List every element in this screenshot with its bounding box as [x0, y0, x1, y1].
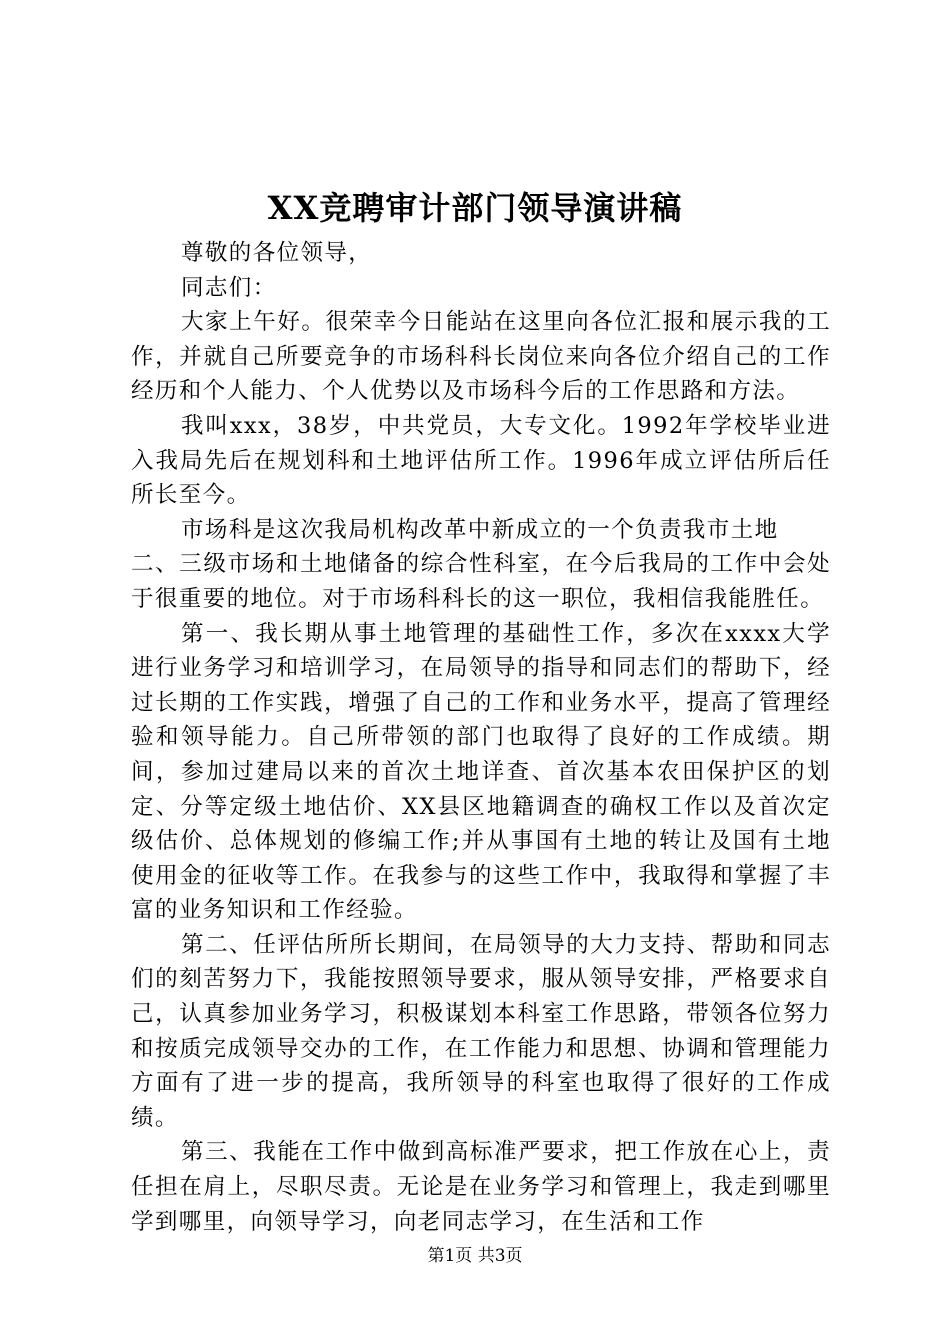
body-paragraph-continued: 二、三级市场和土地储备的综合性科室，在今后我局的工作中会处于很重要的地位。对于市场科科长的这一职位，我相信我能胜任。 [131, 551, 831, 612]
body-paragraph: 大家上午好。很荣幸今日能站在这里向各位汇报和展示我的工作，并就自己所要竞争的市场科科长岗位来向各位介绍自己的工作经历和个人能力、个人优势以及市场科今后的工作思路和方法。 [131, 309, 831, 405]
body-paragraph: 我叫xxx，38岁，中共党员，大专文化。1992年学校毕业进入我局先后在规划科和土地评估所工作。1996年成立评估所后任所长至今。 [131, 412, 831, 509]
salutation-line: 同志们： [181, 274, 277, 301]
page-number-footer: 第1页 共3页 [427, 1246, 523, 1266]
body-paragraph: 第二、任评估所所长期间，在局领导的大力支持、帮助和同志们的刻苦努力下，我能按照领导要求，服从领导安排，严格要求自己，认真参加业务学习，积极谋划本科室工作思路，带领各位努力和按质完成领导交办的工作，在工作能力和思想、协调和管理能力方面有了进一步的提高，我所领导的科室也取得了很好的工作成绩。 [131, 931, 831, 1131]
body-paragraph: 第一、我长期从事土地管理的基础性工作，多次在xxxx大学进行业务学习和培训学习，在局领导的指导和同志们的帮助下，经过长期的工作实践，增强了自己的工作和业务水平，提高了管理经验和领导能力。自己所带领的部门也取得了良好的工作成绩。期间，参加过建局以来的首次土地详查、首次基本农田保护区的划定、分等定级土地估价、XX县区地籍调查的确权工作以及首次定级估价、总体规划的修编工作;并从事国有土地的转让及国有土地使用金的征收等工作。在我参与的这些工作中，我取得和掌握了丰富的业务知识和工作经验。 [131, 620, 831, 924]
body-paragraph: 第三、我能在工作中做到高标准严要求，把工作放在心上，责任担在肩上，尽职尽责。无论是在业务学习和管理上，我走到哪里学到哪里，向领导学习，向老同志学习，在生活和工作 [131, 1139, 831, 1235]
salutation-line: 尊敬的各位领导， [181, 240, 373, 266]
document-body [131, 236, 831, 1239]
document-title: XX竞聘审计部门领导演讲稿 [267, 189, 683, 227]
body-paragraph: 市场科是这次我局机构改革中新成立的一个负责我市土地 [181, 516, 779, 543]
